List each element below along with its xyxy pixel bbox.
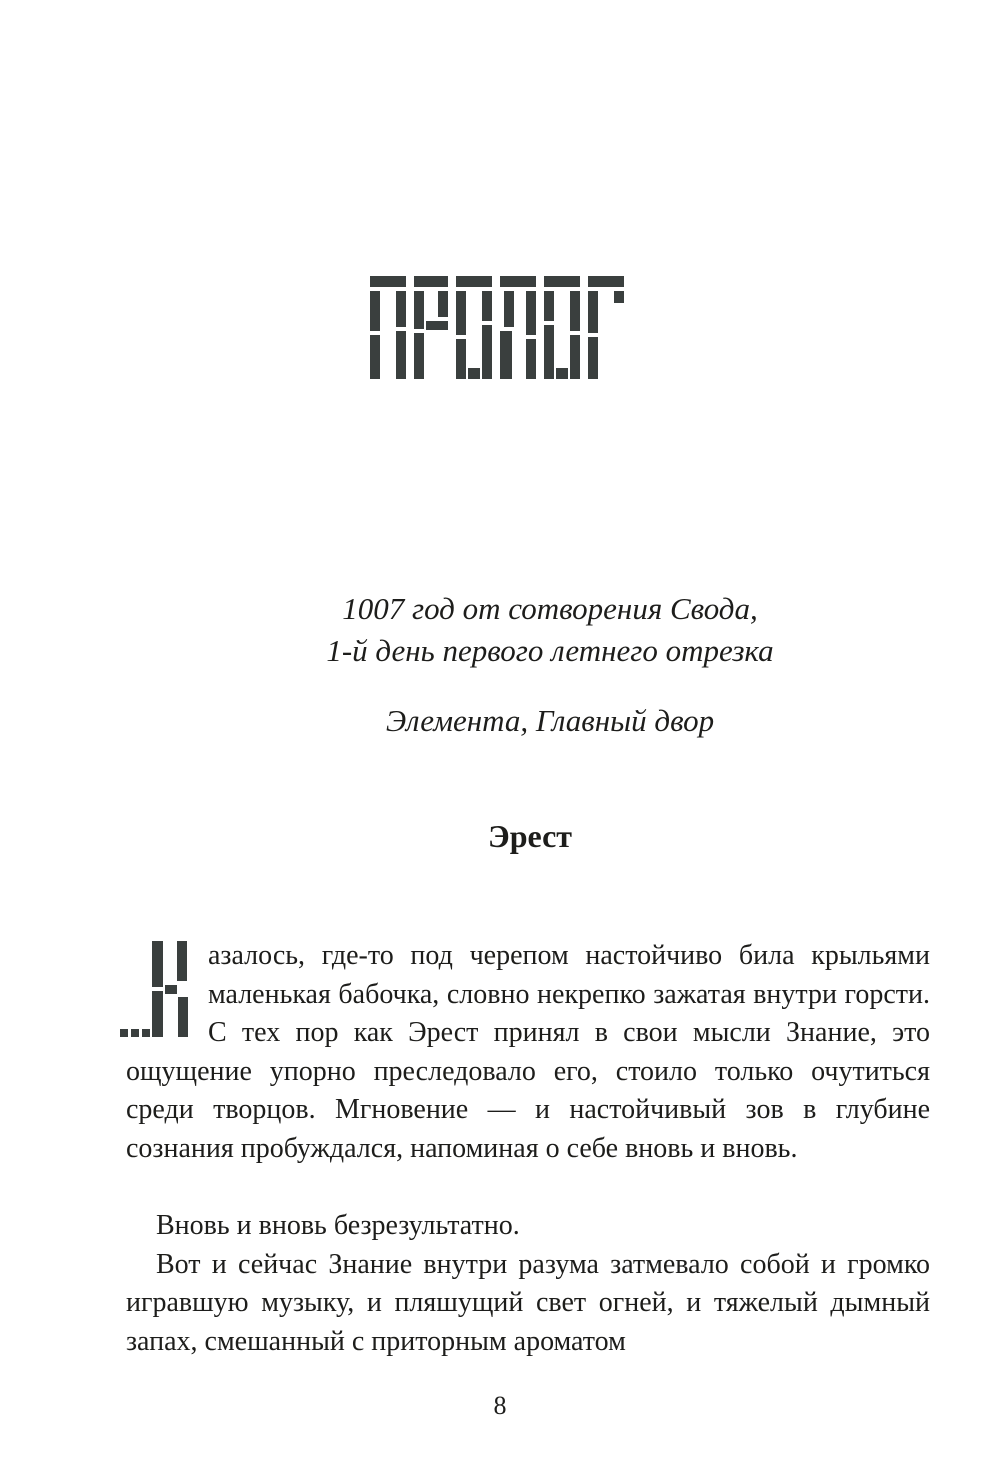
paragraph: Вновь и вновь безрезультатно. [156, 1210, 520, 1241]
chapter-date [230, 588, 870, 672]
body-text [126, 937, 930, 1361]
paragraph: Вот и сейчас Знание внутри разума затмевало собой и громко игравшую музыку, и пляшущий свет огней, и тяжелый дымный запах, смешанный с приторным ароматом [126, 1248, 930, 1357]
chapter-title-lettering [370, 270, 630, 390]
chapter-date-line-2: 1-й день первого летнего отрезка [326, 633, 774, 668]
chapter-title [0, 270, 1000, 390]
pov-character-name: Эрест [487, 818, 572, 854]
paragraph-1-text: азалось, где-то под черепом настойчиво била крыльями маленькая бабочка, словно некрепко зажатая внутри горсти. С тех пор как Эрест принял в свои мысли Знание, это ощущение упорно преследовало его, стоило только очутиться среди творцов. Мгновение — и настойчивый зов в глубине сознания пробуждался, напоминая о себе вновь и вновь. [126, 940, 930, 1164]
drop-cap-lettering [120, 937, 202, 1045]
paragraph [126, 937, 930, 1207]
drop-cap [120, 937, 202, 1045]
chapter-location: Элемента, Главный двор [385, 703, 715, 738]
page-number: 8 [493, 1391, 507, 1420]
chapter-date-line-1: 1007 год от сотворения Свода, [342, 591, 758, 626]
